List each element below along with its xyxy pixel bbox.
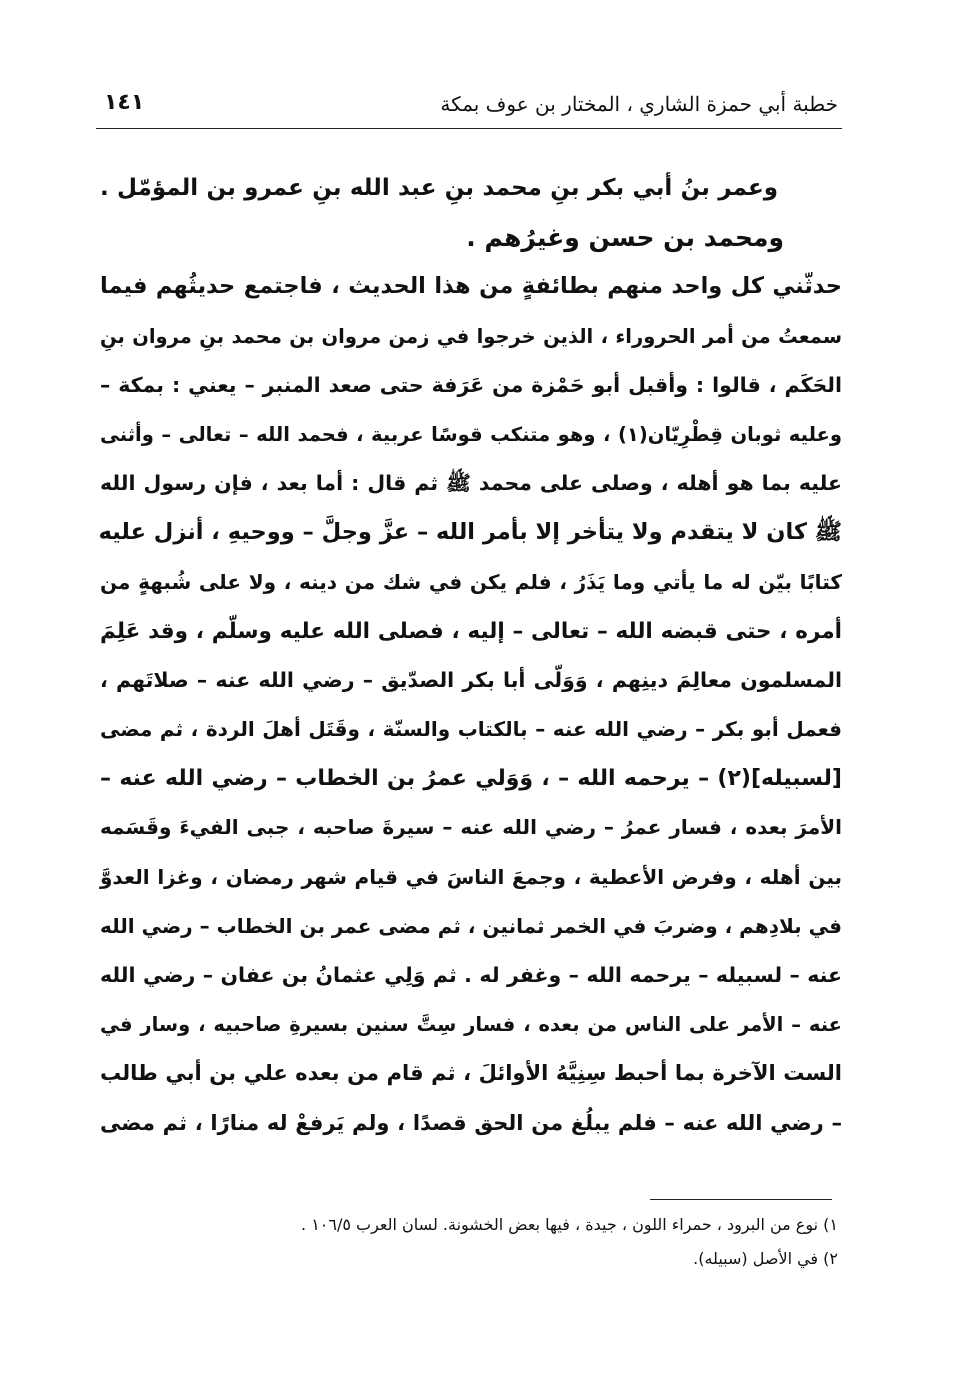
- text-line: الست الآخرة بما أحبط سِنِيَّهُ الأوائلَ ، ثم قام من بعده علي بن أبي طالب: [100, 1061, 842, 1086]
- text-line: ﷺ كان لا يتقدم ولا يتأخر إلا بأمر الله – عزَّ وجلَّ – ووحيهِ ، أنزل عليه: [98, 519, 842, 546]
- text-line: المسلمون معالِمَ دينِهم ، وَوَلّى أبا بكر الصدّيق – رضي الله عنه – صلاتَهم ،: [100, 667, 842, 692]
- text-line: وعمر بنُ أبي بكر بنِ محمد بنِ عبد الله بنِ عمرو بن المؤمّل .: [100, 175, 778, 201]
- text-line: الحَكَم ، قالوا : وأقبل أبو حَمْزة من عَرَفة حتى صعد المنبر – يعني : بمكة –: [100, 372, 842, 397]
- text-line: فعمل أبو بكر – رضي الله عنه – بالكتاب والسنّة ، وقَتَل أهلَ الردة ، ثم مضى: [100, 717, 842, 742]
- text-line: عنه – الأمر على الناس من بعده ، فسار سِتَّ سنين بسيرةِ صاحبيه ، وسار في: [100, 1013, 842, 1037]
- text-line: [لسبيله](٢) – يرحمه الله – ، وَوَلي عمرُ بن الخطاب – رضي الله عنه –: [100, 766, 842, 792]
- text-line: – رضي الله عنه – فلم يبلُغ من الحق قصدًا ، ولم يَرفعْ له منارًا ، ثم مضى: [100, 1110, 842, 1135]
- text-line: ومحمد بن حسن وغيرُهم .: [466, 223, 784, 253]
- text-line: في بلادِهم ، وضربَ في الخمر ثمانين ، ثم مضى عمر بن الخطاب – رضي الله: [100, 913, 842, 938]
- running-title: خطبة أبي حمزة الشاري ، المختار بن عوف بمكة: [440, 92, 838, 116]
- footnote-1: ١) نوع من البرود ، حمراء اللون ، جيدة ، فيها بعض الخشونة. لسان العرب ١٠٦/٥ .: [301, 1215, 838, 1234]
- header-rule: [96, 128, 842, 129]
- footnote-2: ٢) في الأصل (سبيله).: [693, 1249, 838, 1268]
- page-number: ١٤١: [104, 90, 145, 115]
- text-line: عنه – لسبيله – يرحمه الله – وغفر له . ثم وَلِي عثمانُ بن عفان – رضي الله: [100, 963, 842, 987]
- text-line: عليه بما هو أهله ، وصلى على محمد ﷺ ثم قال : أما بعد ، فإن رسول الله: [100, 471, 842, 496]
- text-line: الأمرَ بعده ، فسار عمرُ – رضي الله عنه – سيرةَ صاحبه ، جبى الفيءَ وقَسَمه: [100, 815, 842, 840]
- text-line: أمره ، حتى قبضه الله – تعالى – إليه ، فصلى الله عليه وسلّم ، وقد عَلِمَ: [100, 618, 842, 644]
- text-line: سمعتُ من أمر الحروراء ، الذين خرجوا في زمن مروان بن محمد بنِ مروان بنِ: [100, 324, 842, 348]
- footnote-rule: [650, 1199, 832, 1200]
- running-header: [96, 88, 838, 124]
- text-line: بين أهله ، وفرض الأعطية ، وجمعَ الناسَ في قيام شهر رمضان ، وغزا العدوَّ: [100, 864, 842, 889]
- text-line: حدثّني كل واحد منهم بطائفةٍ من هذا الحديث ، فاجتمع حديثُهم فيما: [100, 273, 842, 300]
- footnotes: [150, 1208, 838, 1276]
- body-text: [100, 164, 842, 1148]
- text-line: وعليه ثوبان قِطْرِيّان(١) ، وهو متنكب قوسًا عربية ، فحمد الله – تعالى – وأثنى: [100, 422, 842, 446]
- text-line: كتابًا بيّن له ما يأتي وما يَذَرُ ، فلم يكن في شك من دينه ، ولا على شُبهةٍ من: [100, 569, 842, 594]
